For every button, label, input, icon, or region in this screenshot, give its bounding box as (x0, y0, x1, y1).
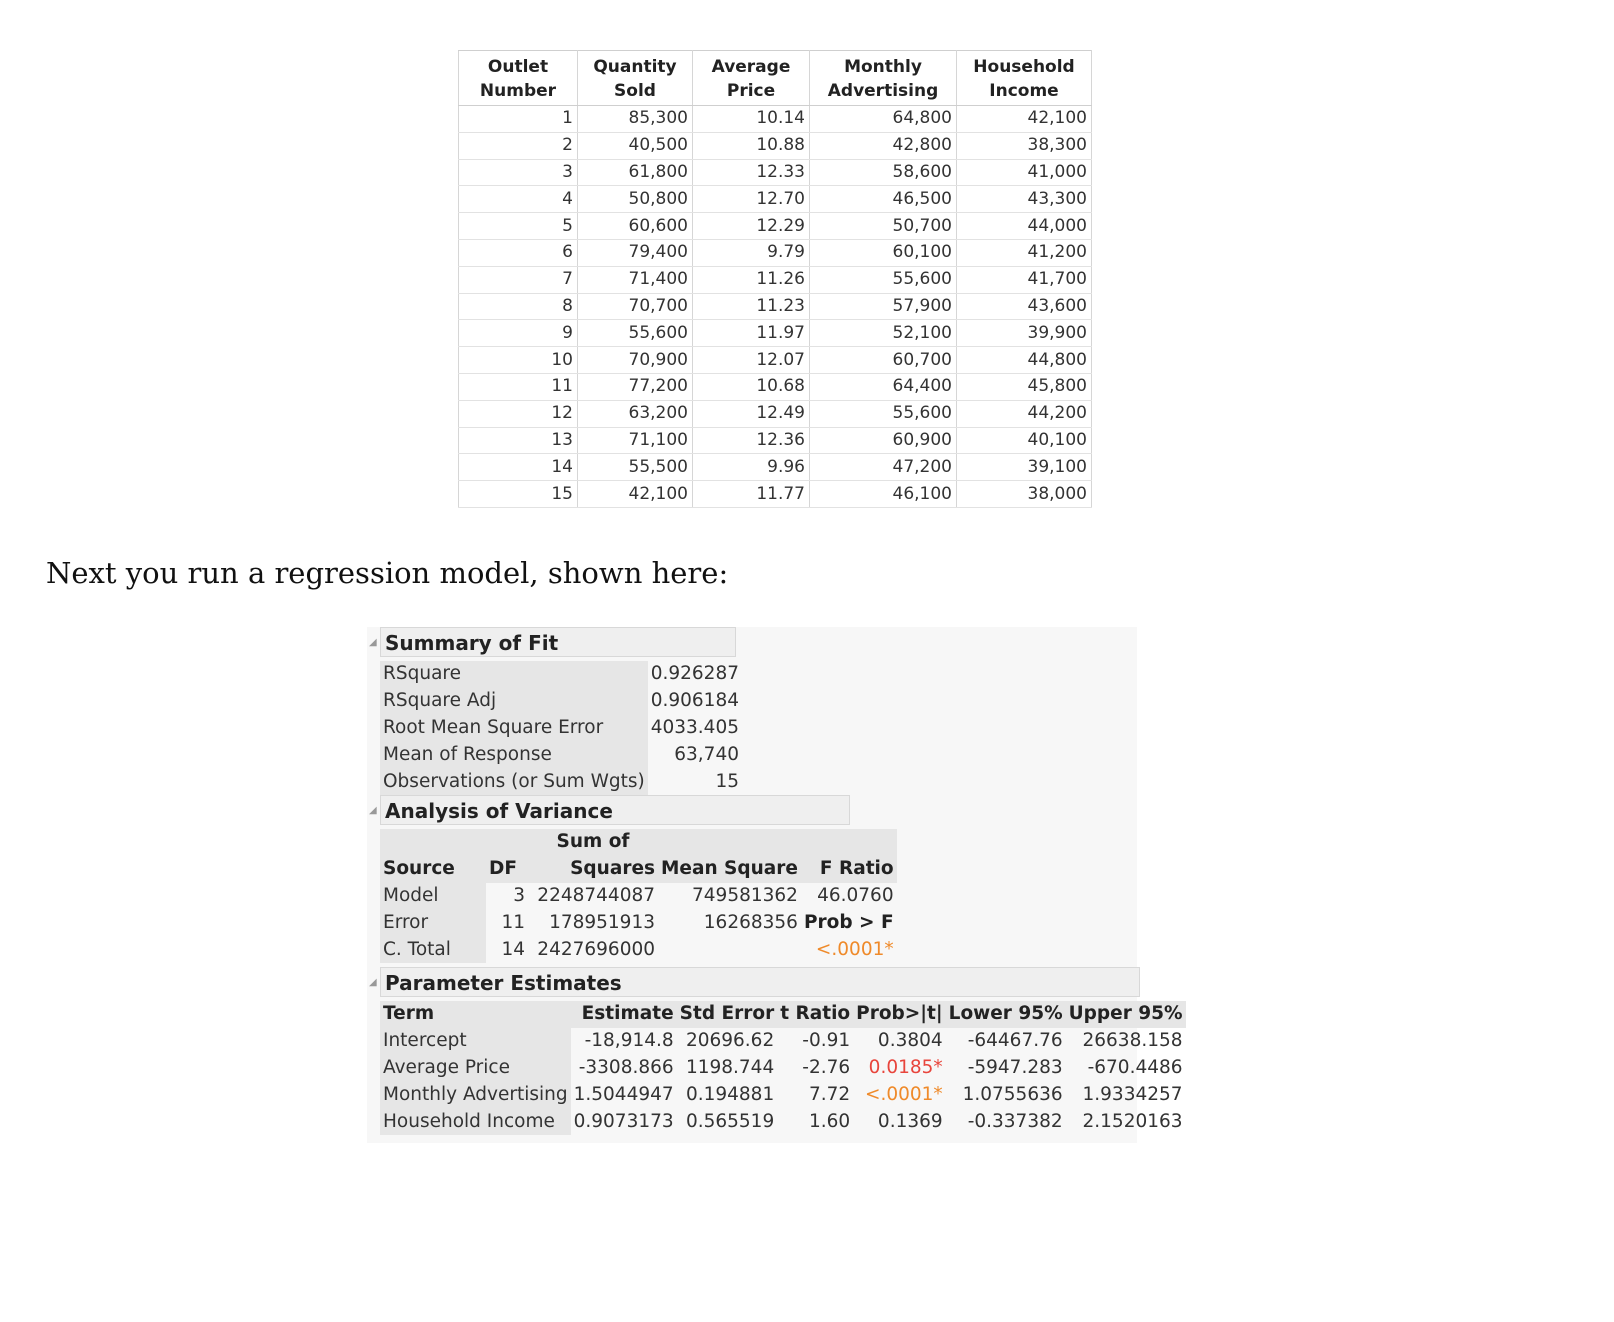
table-row (459, 373, 1092, 400)
table-cell: 11.23 (693, 293, 810, 320)
summary-value: 0.926287 (650, 663, 739, 685)
table-cell: 41,000 (957, 159, 1092, 186)
pe-row (380, 1055, 1186, 1082)
pe-row (380, 1081, 1186, 1108)
pe-cell: -670.4486 (1087, 1056, 1183, 1078)
table-row (459, 400, 1092, 427)
pe-cell: -5947.283 (967, 1056, 1063, 1078)
table-cell: 60,100 (810, 239, 957, 266)
anova-cell-source: C. Total (380, 936, 486, 963)
table-cell: 44,200 (957, 400, 1092, 427)
table-cell: 12.36 (693, 427, 810, 454)
table-row (459, 347, 1092, 374)
summary-row (380, 715, 742, 742)
pe-cell: 0.3804 (877, 1030, 943, 1052)
table-cell: 85,300 (578, 106, 693, 133)
analysis-of-variance-title: Analysis of Variance (385, 799, 613, 823)
table-cell: 55,600 (578, 320, 693, 347)
table-cell: 10.14 (693, 106, 810, 133)
pe-cell: 0.0185* (868, 1056, 943, 1078)
anova-cell-ms (658, 936, 801, 963)
parameter-estimates-table (380, 1001, 1186, 1135)
table-cell: 14 (459, 454, 578, 481)
table-cell: 71,100 (578, 427, 693, 454)
pe-cell: 20696.62 (685, 1030, 775, 1052)
table-cell: 9.79 (693, 239, 810, 266)
anova-header-row (380, 856, 897, 883)
pe-cell: 1198.744 (685, 1056, 775, 1078)
table-cell: 64,800 (810, 106, 957, 133)
table-cell: 55,500 (578, 454, 693, 481)
intro-paragraph: Next you run a regression model, shown here: (46, 556, 729, 590)
table-cell: 39,900 (957, 320, 1092, 347)
parameter-estimates-title: Parameter Estimates (385, 971, 622, 995)
table-cell: 12 (459, 400, 578, 427)
pe-cell: -18,914.8 (584, 1030, 674, 1052)
table-cell: 50,700 (810, 213, 957, 240)
table-cell: 5 (459, 213, 578, 240)
anova-table (380, 829, 897, 963)
header-quantity-sold: Quantity Sold (578, 51, 693, 106)
table-cell: 6 (459, 239, 578, 266)
pe-cell: 0.9073173 (573, 1110, 674, 1132)
anova-cell-ss: 2248744087 (537, 884, 655, 906)
table-cell: 47,200 (810, 454, 957, 481)
pe-row (380, 1028, 1186, 1055)
table-cell: 10 (459, 347, 578, 374)
summary-value: 0.906184 (650, 690, 739, 712)
regression-report (367, 627, 1183, 1143)
table-cell: 40,500 (578, 132, 693, 159)
pe-cell: 1.60 (808, 1110, 851, 1132)
summary-row (380, 741, 742, 768)
table-row (459, 266, 1092, 293)
table-row (459, 239, 1092, 266)
pe-cell: 2.1520163 (1082, 1110, 1183, 1132)
pe-cell: 7.72 (808, 1083, 851, 1105)
pe-cell: -3308.866 (578, 1056, 674, 1078)
pe-header-cell: Upper 95% (1066, 1001, 1186, 1028)
pe-cell: Household Income (380, 1108, 571, 1135)
anova-header-f: F Ratio (801, 856, 897, 883)
header-outlet-number: Outlet Number (459, 51, 578, 106)
summary-of-fit-title: Summary of Fit (385, 631, 559, 655)
pe-cell: 1.9334257 (1082, 1083, 1183, 1105)
data-table-body (459, 106, 1092, 508)
table-cell: 64,400 (810, 373, 957, 400)
table-cell: 38,300 (957, 132, 1092, 159)
anova-cell-df: 3 (513, 884, 525, 906)
pe-cell: Intercept (380, 1028, 571, 1055)
table-cell: 1 (459, 106, 578, 133)
pe-cell: -64467.76 (967, 1030, 1063, 1052)
table-cell: 50,800 (578, 186, 693, 213)
table-row (459, 320, 1092, 347)
table-row (459, 213, 1092, 240)
table-cell: 52,100 (810, 320, 957, 347)
summary-value: 4033.405 (650, 716, 739, 738)
pe-header-cell: Prob>|t| (853, 1001, 946, 1028)
anova-cell-ss: 2427696000 (537, 938, 655, 960)
anova-cell-f: 46.0760 (817, 884, 894, 906)
pe-cell: 1.0755636 (962, 1083, 1063, 1105)
disclosure-triangle-icon[interactable]: ◢ (369, 977, 377, 988)
pe-cell: 26638.158 (1082, 1030, 1183, 1052)
table-cell: 55,600 (810, 266, 957, 293)
pe-cell: -0.91 (802, 1030, 851, 1052)
summary-label: RSquare (380, 661, 648, 688)
table-cell: 70,900 (578, 347, 693, 374)
table-cell: 10.68 (693, 373, 810, 400)
table-cell: 42,800 (810, 132, 957, 159)
table-cell: 70,700 (578, 293, 693, 320)
table-row (459, 159, 1092, 186)
pe-cell: 1.5044947 (573, 1083, 674, 1105)
anova-header-df: DF (486, 856, 528, 883)
table-row (459, 132, 1092, 159)
table-cell: 12.49 (693, 400, 810, 427)
anova-row (380, 883, 897, 910)
table-cell: 60,700 (810, 347, 957, 374)
table-cell: 8 (459, 293, 578, 320)
outlet-data-table (458, 50, 1092, 508)
table-cell: 60,600 (578, 213, 693, 240)
pe-header-row (380, 1001, 1186, 1028)
anova-header-source: Source (380, 856, 486, 883)
analysis-of-variance-header[interactable] (369, 795, 850, 825)
table-cell: 3 (459, 159, 578, 186)
pe-cell: 0.565519 (685, 1110, 775, 1132)
table-cell: 79,400 (578, 239, 693, 266)
table-cell: 44,000 (957, 213, 1092, 240)
table-row (459, 186, 1092, 213)
summary-row (380, 688, 742, 715)
table-row (459, 106, 1092, 133)
summary-of-fit-header[interactable] (369, 627, 736, 657)
table-cell: 63,200 (578, 400, 693, 427)
table-cell: 11.97 (693, 320, 810, 347)
anova-header-ms: Mean Square (658, 856, 801, 883)
parameter-estimates-header[interactable] (369, 967, 1140, 997)
summary-of-fit-table (380, 661, 742, 795)
table-cell: 11.26 (693, 266, 810, 293)
table-cell: 9.96 (693, 454, 810, 481)
anova-cell-ms: 16268356 (703, 911, 798, 933)
table-cell: 46,100 (810, 481, 957, 508)
data-table-header-row (459, 51, 1092, 106)
disclosure-triangle-icon[interactable]: ◢ (369, 805, 377, 816)
table-row (459, 427, 1092, 454)
anova-header-ss-top: Sum of (528, 829, 658, 856)
table-cell: 57,900 (810, 293, 957, 320)
summary-label: Root Mean Square Error (380, 715, 648, 742)
summary-label: RSquare Adj (380, 688, 648, 715)
pe-cell: <.0001* (864, 1083, 943, 1105)
anova-header-row-top (380, 829, 897, 856)
anova-cell-source: Error (380, 909, 486, 936)
pe-row (380, 1108, 1186, 1135)
table-cell: 4 (459, 186, 578, 213)
header-monthly-advertising: Monthly Advertising (810, 51, 957, 106)
table-cell: 2 (459, 132, 578, 159)
table-cell: 39,100 (957, 454, 1092, 481)
summary-row (380, 661, 742, 688)
table-cell: 42,100 (578, 481, 693, 508)
pe-header-cell: Term (380, 1001, 571, 1028)
table-cell: 12.70 (693, 186, 810, 213)
summary-value: 15 (715, 770, 739, 792)
header-average-price: Average Price (693, 51, 810, 106)
table-cell: 11 (459, 373, 578, 400)
disclosure-triangle-icon[interactable]: ◢ (369, 637, 377, 648)
table-row (459, 481, 1092, 508)
pe-header-cell: Estimate (571, 1001, 677, 1028)
table-cell: 42,100 (957, 106, 1092, 133)
table-row (459, 454, 1092, 481)
table-cell: 44,800 (957, 347, 1092, 374)
table-cell: 60,900 (810, 427, 957, 454)
pe-cell: -0.337382 (967, 1110, 1063, 1132)
anova-cell-ss: 178951913 (549, 911, 655, 933)
anova-row (380, 909, 897, 936)
table-cell: 12.29 (693, 213, 810, 240)
pe-cell: -2.76 (802, 1056, 851, 1078)
table-cell: 7 (459, 266, 578, 293)
table-cell: 77,200 (578, 373, 693, 400)
table-cell: 13 (459, 427, 578, 454)
table-cell: 12.33 (693, 159, 810, 186)
pe-header-cell: t Ratio (777, 1001, 853, 1028)
summary-label: Mean of Response (380, 741, 648, 768)
pe-cell: Average Price (380, 1055, 571, 1082)
table-cell: 11.77 (693, 481, 810, 508)
table-cell: 41,200 (957, 239, 1092, 266)
table-cell: 71,400 (578, 266, 693, 293)
anova-cell-source: Model (380, 883, 486, 910)
pe-cell: Monthly Advertising (380, 1081, 571, 1108)
table-cell: 38,000 (957, 481, 1092, 508)
table-cell: 43,300 (957, 186, 1092, 213)
table-cell: 41,700 (957, 266, 1092, 293)
anova-header-ss: Squares (528, 856, 658, 883)
table-cell: 9 (459, 320, 578, 347)
table-cell: 40,100 (957, 427, 1092, 454)
table-cell: 15 (459, 481, 578, 508)
summary-label: Observations (or Sum Wgts) (380, 768, 648, 795)
pe-header-cell: Lower 95% (946, 1001, 1066, 1028)
table-cell: 55,600 (810, 400, 957, 427)
table-cell: 43,600 (957, 293, 1092, 320)
pe-header-cell: Std Error (677, 1001, 778, 1028)
table-cell: 61,800 (578, 159, 693, 186)
table-cell: 12.07 (693, 347, 810, 374)
pe-cell: 0.1369 (877, 1110, 943, 1132)
anova-cell-df: 11 (501, 911, 525, 933)
summary-row (380, 768, 742, 795)
anova-cell-f: Prob > F (803, 911, 894, 933)
anova-cell-df: 14 (501, 938, 525, 960)
table-cell: 58,600 (810, 159, 957, 186)
anova-row (380, 936, 897, 963)
table-cell: 45,800 (957, 373, 1092, 400)
table-row (459, 293, 1092, 320)
anova-cell-ms: 749581362 (692, 884, 798, 906)
table-cell: 46,500 (810, 186, 957, 213)
pe-cell: 0.194881 (685, 1083, 775, 1105)
anova-cell-f: <.0001* (815, 938, 894, 960)
summary-value: 63,740 (674, 743, 739, 765)
table-cell: 10.88 (693, 132, 810, 159)
header-household-income: Household Income (957, 51, 1092, 106)
